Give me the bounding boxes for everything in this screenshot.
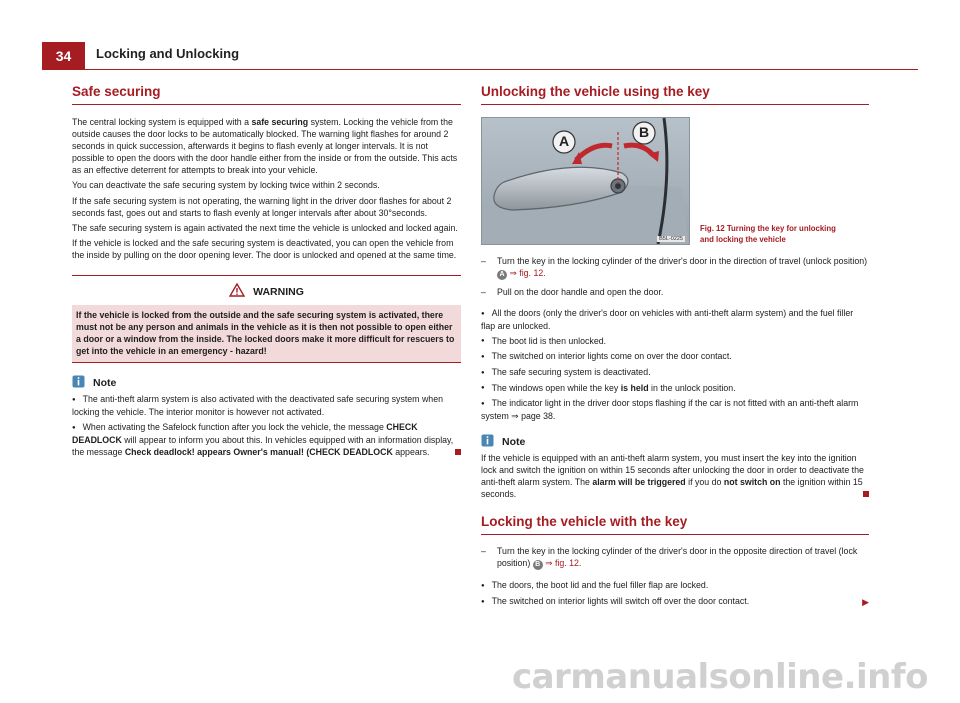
step1-text: Turn the key in the locking cylinder of the driver's door in the direction of travel (unlock position): [497, 256, 868, 266]
note2-bold-2: Check deadlock! appears Owner's manual! (CHECK DEADLOCK: [124, 446, 393, 457]
warning-header: [72, 276, 461, 305]
bullet-doors-locked: ● The doors, the boot lid and the fuel filler flap are locked.: [481, 579, 869, 592]
warning-triangle-icon: [229, 283, 245, 300]
position-a-badge: A: [497, 270, 507, 280]
figure-label-b: B: [638, 124, 650, 140]
figure-caption-line-2: and locking the vehicle: [700, 234, 786, 244]
fig-link-2[interactable]: ⇒ fig. 12.: [542, 558, 582, 569]
step-unlock-2: – Pull on the door handle and open the door.: [481, 287, 664, 298]
paragraph-1: [72, 116, 461, 176]
heading-safe-securing: Safe securing: [72, 84, 461, 105]
note-title-right: Note: [502, 435, 526, 448]
position-b-badge: B: [533, 560, 543, 570]
bullet-indicator-light: ● The indicator light in the driver door stops flashing if the car is not fitted with an anti-theft alarm system ⇒ page 38.: [481, 397, 869, 422]
step-lock-1: – Turn the key in the locking cylinder of the driver's door in the opposite direction of travel (lock position) B ⇒ fig. 12.: [481, 546, 858, 569]
note2-text-2: will appear to inform you about this. In vehicles equipped with an information display, the message: [72, 434, 454, 457]
figure-code: B5L-0225: [659, 236, 683, 242]
continue-arrow-icon: ▶: [862, 597, 869, 607]
watermark: carmanualsonline.info: [511, 657, 928, 697]
note-bullet-1: ● The anti-theft alarm system is also activated with the deactivated safe securing system when locking the vehicle. The interior monitor is however not activated.: [72, 393, 461, 418]
p1-text: The central locking system is equipped with a: [72, 117, 252, 127]
section-end-mark: [455, 449, 461, 455]
bullet-doors-unlocked: ● All the doors (only the driver's door on vehicles with anti-theft alarm system) and the fuel filler flap are unlocked.: [481, 307, 869, 332]
info-icon: [72, 375, 85, 391]
note2-text: When activating the Safelock function after you lock the vehicle, the message: [82, 422, 387, 433]
bullet-interior-lights: ● The switched on interior lights come on over the door contact.: [481, 350, 869, 363]
b8-text: The switched on interior lights will switch off over the door contact.: [491, 596, 750, 606]
page-number: 34: [42, 42, 85, 69]
bullet-lights-off: [481, 595, 869, 608]
paragraph-2: You can deactivate the safe securing system by locking twice within 2 seconds.: [72, 180, 380, 191]
note-right-text-3: the ignition within 15 seconds.: [481, 477, 863, 500]
step2-text: Pull on the door handle and open the door.: [497, 287, 664, 298]
note2-text-3: appears.: [392, 446, 430, 457]
info-icon: [481, 434, 494, 450]
paragraph-4: The safe securing system is again activated the next time the vehicle is unlocked and locked again.: [72, 222, 458, 233]
fig-link-1[interactable]: ⇒ fig. 12.: [507, 268, 546, 279]
figure-caption: [700, 224, 860, 245]
note2-bold-1: CHECK DEADLOCK: [72, 422, 418, 445]
note-header: [72, 375, 461, 391]
bullet-windows: [481, 382, 869, 395]
step3-text: Turn the key in the locking cylinder of the driver's door in the opposite direction of travel (lock position): [497, 546, 858, 569]
note-header-right: [481, 434, 869, 450]
note-right-text: If the vehicle is equipped with an anti-theft alarm system, you must insert the key into the ignition lock and switch the ignition on within 15 seconds after unlocking the door in order to deactivate the anti-theft alarm system. The: [481, 452, 864, 488]
note-bullet-2: [72, 421, 461, 458]
section-end-mark: [863, 491, 869, 497]
p1-text-post: system. Locking the vehicle from the outside causes the door locks to be automatically blocked. The warning light flashes for around 2 seconds in quick succession, afterwards it begins to flash evenly at longer intervals. It is not possible to open the doors with the door handle either from the inside or from the outside. This acts as an effective deterrent for attempts to break into your vehicle.: [72, 117, 458, 176]
warning-title: WARNING: [253, 285, 304, 298]
figure-door-handle: [481, 117, 690, 245]
figure-label-a: A: [558, 133, 570, 149]
note-right-text-2: if you do: [685, 477, 724, 488]
bullet-boot-lid: ● The boot lid is then unlocked.: [481, 335, 869, 348]
section-title: Locking and Unlocking: [96, 46, 240, 61]
b5-text-post: in the unlock position.: [648, 382, 736, 393]
b5-text: The windows open while the key: [491, 382, 621, 393]
note-title: Note: [93, 377, 117, 390]
warning-text: If the vehicle is locked from the outside and the safe securing system is activated, there must not be any person and animals in the vehicle as it is then not possible to open either a door or a window from the inside. The locked doors make it more difficult for rescuers to get into the vehicle in an emergency - hazard!: [72, 305, 461, 362]
step-unlock-1: – Turn the key in the locking cylinder of the driver's door in the direction of travel (unlock position) A ⇒ fig. 12.: [481, 256, 868, 279]
bullet-safe-securing: ● The safe securing system is deactivated.: [481, 366, 869, 379]
left-column: [72, 84, 461, 458]
figure-caption-line-1: Fig. 12 Turning the key for unlocking: [700, 224, 836, 233]
note-right-bold-1: alarm will be triggered: [592, 477, 686, 488]
b5-bold: is held: [620, 382, 649, 393]
figure-row: [481, 117, 869, 245]
header-divider: [42, 69, 918, 70]
p1-bold: safe securing: [251, 117, 309, 127]
door-handle-illustration: [482, 118, 689, 244]
paragraph-5: If the vehicle is locked and the safe securing system is deactivated, you can open the vehicle from the inside by pulling on the door opening lever. The door is unlocked and opened at the same time.: [72, 237, 457, 260]
heading-locking: Locking the vehicle with the key: [481, 514, 869, 535]
right-column: [481, 84, 869, 608]
heading-unlocking: Unlocking the vehicle using the key: [481, 84, 869, 105]
note-right-bold-2: not switch on: [723, 477, 781, 488]
note-text-right: [481, 452, 869, 500]
warning-box: [72, 275, 461, 363]
paragraph-3: If the safe securing system is not operating, the warning light in the driver door flashes for about 2 seconds fast, goes out and starts to flash evenly at longer intervals after about 30°seconds.: [72, 195, 452, 218]
